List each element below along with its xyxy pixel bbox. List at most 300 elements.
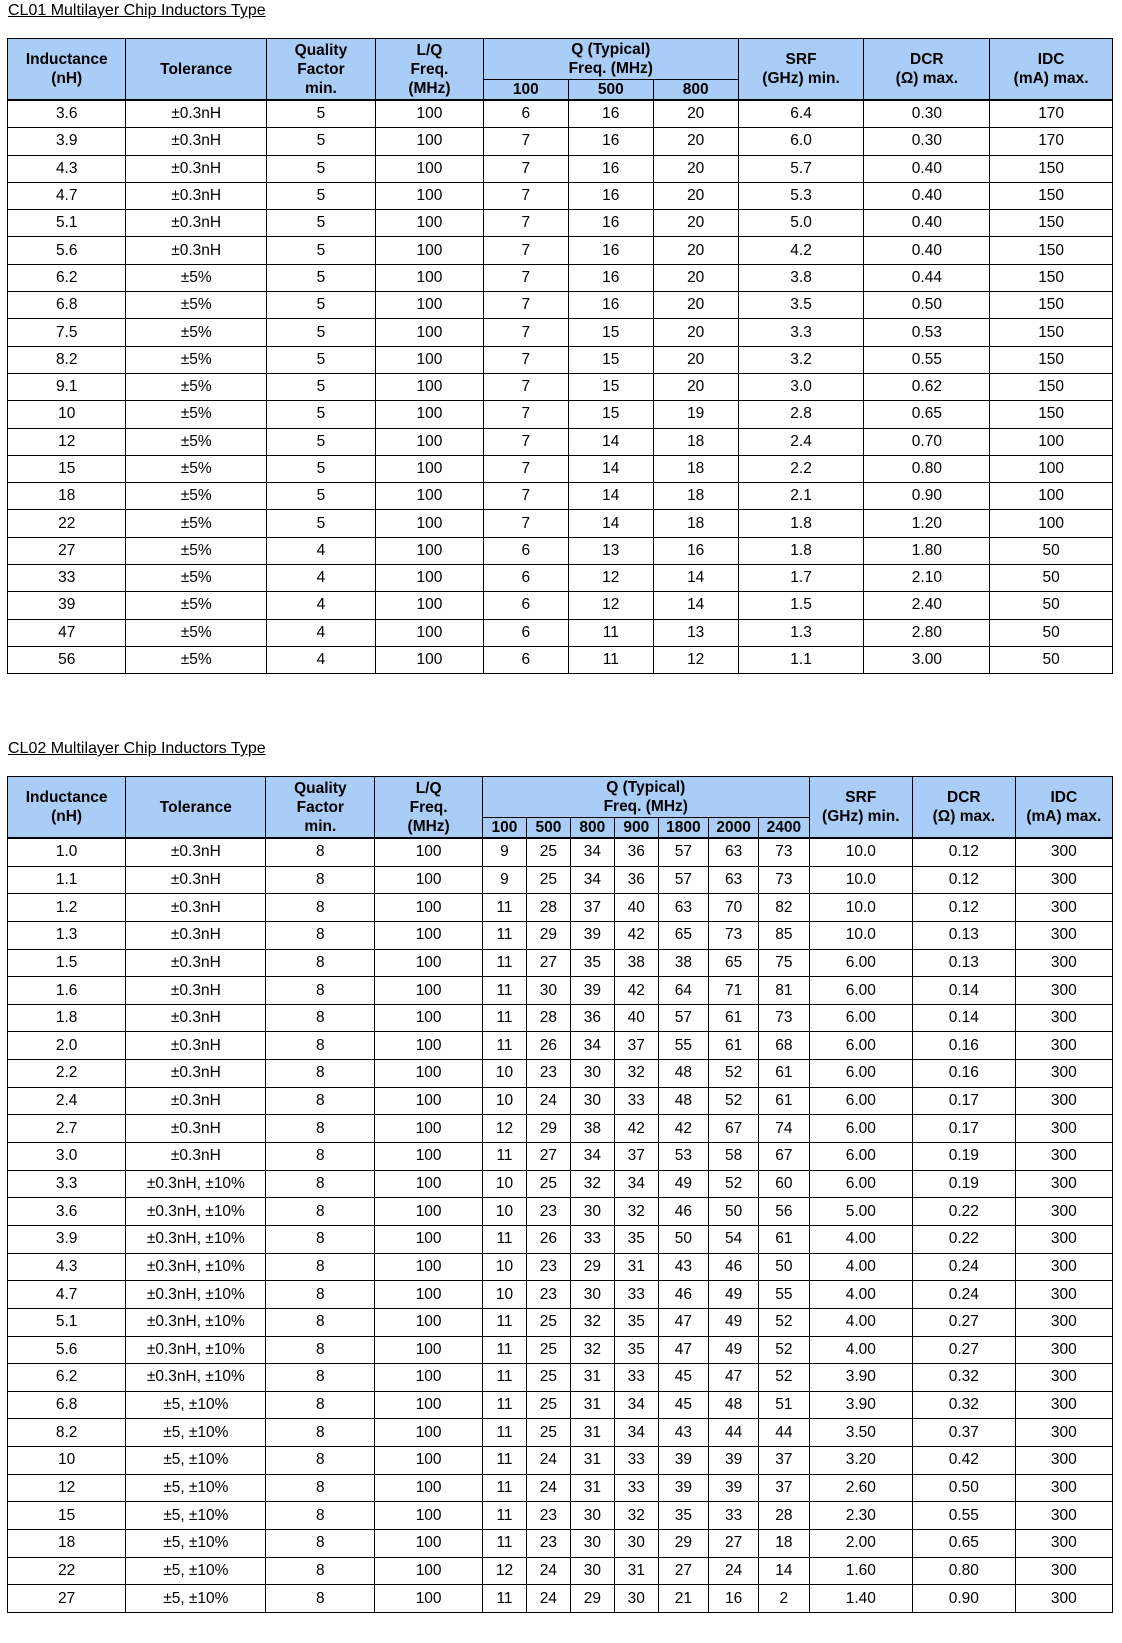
- table-cell: 2: [759, 1585, 809, 1613]
- table-cell: 10: [8, 401, 126, 428]
- table-cell: 33: [570, 1225, 614, 1253]
- table-cell: 42: [614, 977, 658, 1005]
- table-cell: 20: [653, 237, 738, 264]
- table-cell: 150: [990, 155, 1113, 182]
- table-cell: 8: [266, 1474, 375, 1502]
- table-cell: 0.19: [913, 1143, 1016, 1171]
- table-row: [8, 1364, 1113, 1392]
- table-cell: 31: [570, 1364, 614, 1392]
- table-cell: 33: [614, 1474, 658, 1502]
- table-cell: 0.62: [864, 373, 990, 400]
- table-cell: 67: [708, 1115, 758, 1143]
- table-cell: 100: [375, 1557, 483, 1585]
- table-cell: 5.1: [8, 1308, 126, 1336]
- table-cell: 300: [1015, 1530, 1112, 1558]
- table-cell: 300: [1015, 1447, 1112, 1475]
- table-cell: 7: [483, 428, 568, 455]
- table-cell: 3.20: [809, 1447, 913, 1475]
- table-cell: 100: [375, 1115, 483, 1143]
- table-row: [8, 1198, 1113, 1226]
- table-cell: 18: [653, 455, 738, 482]
- table-cell: 7: [483, 128, 568, 155]
- header-lq-freq: [375, 777, 483, 839]
- table-cell: 42: [658, 1115, 708, 1143]
- table-cell: 26: [526, 1225, 570, 1253]
- table-cell: 15: [8, 1502, 126, 1530]
- table-cell: 24: [526, 1585, 570, 1613]
- table-cell: 61: [759, 1225, 809, 1253]
- table-cell: 100: [375, 1198, 483, 1226]
- table-cell: 22: [8, 510, 126, 537]
- table-cell: 7: [483, 346, 568, 373]
- table-cell: 100: [375, 1308, 483, 1336]
- header-inductance-line1: Inductance: [25, 789, 108, 806]
- table-cell: 300: [1015, 1281, 1112, 1309]
- table-cell: 100: [990, 483, 1113, 510]
- table-cell: 6.2: [8, 1364, 126, 1392]
- table-cell: 8: [266, 1115, 375, 1143]
- table-cell: ±0.3nH, ±10%: [126, 1225, 266, 1253]
- table-cell: 6.4: [738, 100, 864, 128]
- table-cell: 30: [570, 1087, 614, 1115]
- table-cell: ±0.3nH: [126, 210, 266, 237]
- table-cell: 2.4: [8, 1087, 126, 1115]
- table-cell: 0.37: [913, 1419, 1016, 1447]
- table-cell: 34: [614, 1170, 658, 1198]
- table-cell: 47: [658, 1308, 708, 1336]
- table-cell: 0.40: [864, 182, 990, 209]
- header-srf: [809, 777, 913, 839]
- table-cell: 100: [375, 838, 483, 866]
- header-quality-factor: [266, 777, 375, 839]
- table-cell: 0.16: [913, 1032, 1016, 1060]
- table-cell: 5: [266, 483, 375, 510]
- table-cell: 6.00: [809, 1032, 913, 1060]
- table-cell: 16: [568, 237, 653, 264]
- table-cell: 0.65: [864, 401, 990, 428]
- table-cell: 50: [759, 1253, 809, 1281]
- table-cell: 27: [8, 537, 126, 564]
- table-cell: 43: [658, 1419, 708, 1447]
- header-inductance-line2: (nH): [51, 808, 83, 825]
- table-cell: 44: [708, 1419, 758, 1447]
- table-cell: 37: [614, 1143, 658, 1171]
- table-cell: 100: [375, 210, 483, 237]
- table-cell: 1.1: [738, 646, 864, 673]
- table-cell: ±0.3nH: [126, 237, 266, 264]
- table-cell: 150: [990, 373, 1113, 400]
- table-cell: ±5%: [126, 455, 266, 482]
- table-row: [8, 1253, 1113, 1281]
- table-cell: 20: [653, 128, 738, 155]
- table-cell: 30: [570, 1530, 614, 1558]
- table-cell: 100: [375, 619, 483, 646]
- table-cell: 8: [266, 1557, 375, 1585]
- table-cell: 2.60: [809, 1474, 913, 1502]
- table-cell: 81: [759, 977, 809, 1005]
- table-cell: 37: [570, 894, 614, 922]
- table-cell: ±0.3nH: [126, 1004, 266, 1032]
- table-cell: 0.16: [913, 1060, 1016, 1088]
- header-inductance-line2: (nH): [51, 70, 83, 87]
- table-cell: 27: [708, 1530, 758, 1558]
- table-cell: 16: [568, 182, 653, 209]
- table-cell: 0.27: [913, 1336, 1016, 1364]
- table-cell: 100: [375, 1336, 483, 1364]
- header-srf-line2: (GHz) min.: [762, 70, 840, 87]
- table-cell: 73: [759, 866, 809, 894]
- table-cell: 39: [658, 1447, 708, 1475]
- header-idc-line1: IDC: [1050, 789, 1078, 806]
- table-row: [8, 921, 1113, 949]
- table-cell: 11: [568, 646, 653, 673]
- table-cell: 0.90: [864, 483, 990, 510]
- table-cell: 2.4: [738, 428, 864, 455]
- table-cell: 11: [483, 1308, 527, 1336]
- table-cell: 100: [375, 100, 483, 128]
- table-cell: 61: [759, 1087, 809, 1115]
- table-cell: 39: [708, 1474, 758, 1502]
- table-cell: 4.3: [8, 1253, 126, 1281]
- table-cell: ±0.3nH: [126, 921, 266, 949]
- table-cell: 6.00: [809, 977, 913, 1005]
- table-row: [8, 977, 1113, 1005]
- table-cell: ±0.3nH: [126, 1143, 266, 1171]
- table-cell: 73: [708, 921, 758, 949]
- table-cell: 100: [375, 292, 483, 319]
- table-cell: 5.1: [8, 210, 126, 237]
- table-cell: 32: [614, 1060, 658, 1088]
- table-cell: 5: [266, 428, 375, 455]
- table-cell: 11: [483, 977, 527, 1005]
- table-cell: ±5%: [126, 592, 266, 619]
- table-cell: 100: [375, 866, 483, 894]
- table-cell: 8: [266, 866, 375, 894]
- table-cell: 5: [266, 128, 375, 155]
- table-cell: 100: [375, 1060, 483, 1088]
- table-cell: 33: [614, 1447, 658, 1475]
- table-cell: 52: [708, 1060, 758, 1088]
- table-cell: 6.00: [809, 1060, 913, 1088]
- table-cell: 150: [990, 264, 1113, 291]
- table-cell: 15: [568, 319, 653, 346]
- table-cell: 4.00: [809, 1225, 913, 1253]
- table-cell: 39: [570, 977, 614, 1005]
- table-cell: 16: [568, 264, 653, 291]
- table-cell: 6.8: [8, 292, 126, 319]
- table-cell: 100: [990, 455, 1113, 482]
- table-cell: 3.3: [8, 1170, 126, 1198]
- table-cell: ±5, ±10%: [126, 1447, 266, 1475]
- table-row: [8, 894, 1113, 922]
- table-row: [8, 1530, 1113, 1558]
- table-cell: 300: [1015, 921, 1112, 949]
- table-cell: 5.00: [809, 1198, 913, 1226]
- table-cell: 3.0: [738, 373, 864, 400]
- table-cell: ±0.3nH: [126, 155, 266, 182]
- table-cell: 23: [526, 1530, 570, 1558]
- table-cell: 14: [653, 592, 738, 619]
- table-cell: 150: [990, 210, 1113, 237]
- table-cell: 0.80: [864, 455, 990, 482]
- table-cell: 0.19: [913, 1170, 1016, 1198]
- table-cell: 33: [8, 565, 126, 592]
- header-q-typical: [483, 39, 738, 80]
- table-cell: 54: [708, 1225, 758, 1253]
- table-cell: 28: [526, 894, 570, 922]
- table-cell: 10.0: [809, 894, 913, 922]
- table-cell: 0.14: [913, 977, 1016, 1005]
- table-cell: 50: [990, 592, 1113, 619]
- table-cell: 31: [570, 1447, 614, 1475]
- table-cell: 4: [266, 592, 375, 619]
- table-cell: 5: [266, 346, 375, 373]
- table-cell: 2.2: [738, 455, 864, 482]
- table-cell: 35: [570, 949, 614, 977]
- header-idc-line2: (mA) max.: [1013, 70, 1089, 87]
- table-cell: 4.00: [809, 1253, 913, 1281]
- header-idc: [1015, 777, 1112, 839]
- table-cell: 63: [658, 894, 708, 922]
- table-cell: 15: [568, 346, 653, 373]
- table-cell: 18: [759, 1530, 809, 1558]
- table-cell: 300: [1015, 1308, 1112, 1336]
- table-cell: 24: [526, 1474, 570, 1502]
- table-cell: 100: [375, 1143, 483, 1171]
- table-cell: 30: [614, 1585, 658, 1613]
- table-cell: 5: [266, 155, 375, 182]
- table-cell: 14: [759, 1557, 809, 1585]
- table-row: [8, 1087, 1113, 1115]
- header-inductance-line1: Inductance: [25, 51, 108, 68]
- table-cell: 39: [570, 921, 614, 949]
- table-cell: 6.00: [809, 1115, 913, 1143]
- table-cell: 38: [614, 949, 658, 977]
- table-cell: 1.60: [809, 1557, 913, 1585]
- table-row: [8, 619, 1113, 646]
- table-cell: ±5, ±10%: [126, 1530, 266, 1558]
- table-cell: 3.0: [8, 1143, 126, 1171]
- table-cell: 11: [483, 1364, 527, 1392]
- table-cell: 52: [708, 1087, 758, 1115]
- table-cell: 9.1: [8, 373, 126, 400]
- table-cell: ±5, ±10%: [126, 1557, 266, 1585]
- table-cell: 150: [990, 319, 1113, 346]
- table-row: [8, 510, 1113, 537]
- table-cell: 100: [375, 977, 483, 1005]
- table-cell: ±5%: [126, 510, 266, 537]
- table-cell: 2.0: [8, 1032, 126, 1060]
- table-cell: 100: [375, 1474, 483, 1502]
- table-cell: 49: [708, 1308, 758, 1336]
- table-cell: 300: [1015, 1115, 1112, 1143]
- table-cell: 0.14: [913, 1004, 1016, 1032]
- header-dcr-line1: DCR: [910, 51, 944, 68]
- table-cell: 100: [375, 1585, 483, 1613]
- table-cell: 70: [708, 894, 758, 922]
- table-cell: 8: [266, 949, 375, 977]
- table-cell: 20: [653, 264, 738, 291]
- table-cell: ±5%: [126, 264, 266, 291]
- table-cell: 28: [526, 1004, 570, 1032]
- table-cell: ±0.3nH: [126, 894, 266, 922]
- table-cell: 300: [1015, 1198, 1112, 1226]
- table-cell: 20: [653, 346, 738, 373]
- table-cell: 300: [1015, 1364, 1112, 1392]
- table-cell: 5: [266, 182, 375, 209]
- table-cell: 75: [759, 949, 809, 977]
- table-cell: ±5%: [126, 619, 266, 646]
- table-cell: 100: [990, 510, 1113, 537]
- table-cell: 8: [266, 894, 375, 922]
- table-cell: 51: [759, 1391, 809, 1419]
- table-cell: 14: [568, 510, 653, 537]
- table-cell: 12: [568, 592, 653, 619]
- table-cell: 10: [483, 1198, 527, 1226]
- table-cell: 46: [658, 1281, 708, 1309]
- table-cell: 100: [375, 949, 483, 977]
- header-q-line2: Freq. (MHz): [568, 60, 653, 77]
- table-cell: ±0.3nH, ±10%: [126, 1308, 266, 1336]
- table-cell: 20: [653, 100, 738, 128]
- header-q-freq: 500: [568, 80, 653, 101]
- table-cell: 33: [614, 1281, 658, 1309]
- table-cell: ±0.3nH: [126, 1115, 266, 1143]
- table-cell: 4: [266, 537, 375, 564]
- table-cell: 74: [759, 1115, 809, 1143]
- table-cell: 300: [1015, 894, 1112, 922]
- table-cell: 1.3: [8, 921, 126, 949]
- table-cell: 10: [8, 1447, 126, 1475]
- table-row: [8, 155, 1113, 182]
- table-cell: 300: [1015, 1474, 1112, 1502]
- table-cell: 300: [1015, 1419, 1112, 1447]
- table-cell: 14: [568, 455, 653, 482]
- table-cell: 1.2: [8, 894, 126, 922]
- table-cell: 100: [375, 182, 483, 209]
- table-cell: 47: [8, 619, 126, 646]
- table-cell: 7: [483, 237, 568, 264]
- table-cell: 7: [483, 210, 568, 237]
- table-cell: 170: [990, 128, 1113, 155]
- table-cell: 300: [1015, 977, 1112, 1005]
- table-cell: 5: [266, 100, 375, 128]
- table-cell: 13: [568, 537, 653, 564]
- table-cell: 6.2: [8, 264, 126, 291]
- table-cell: 7: [483, 483, 568, 510]
- table-cell: 55: [759, 1281, 809, 1309]
- table-cell: 23: [526, 1198, 570, 1226]
- table-cell: ±5, ±10%: [126, 1419, 266, 1447]
- table-cell: ±0.3nH: [126, 128, 266, 155]
- header-dcr: [864, 39, 990, 101]
- table-row: [8, 1585, 1113, 1613]
- table-cell: 25: [526, 1170, 570, 1198]
- table-cell: 4.00: [809, 1308, 913, 1336]
- table-cell: 36: [614, 866, 658, 894]
- table-cell: 100: [375, 646, 483, 673]
- table-row: [8, 1557, 1113, 1585]
- table-cell: 100: [375, 401, 483, 428]
- table-cell: 32: [570, 1308, 614, 1336]
- header-lq-freq: [375, 39, 483, 101]
- table-cell: 100: [375, 1032, 483, 1060]
- table-cell: ±5%: [126, 319, 266, 346]
- table-cell: 6: [483, 565, 568, 592]
- table-cell: 12: [8, 1474, 126, 1502]
- table-cell: ±5, ±10%: [126, 1585, 266, 1613]
- header-q-line1: Q (Typical): [571, 41, 651, 58]
- header-tolerance: Tolerance: [126, 777, 266, 839]
- table-cell: 0.50: [913, 1474, 1016, 1502]
- table-cell: 34: [570, 838, 614, 866]
- table-cell: 8: [266, 1585, 375, 1613]
- header-quality-line3: min.: [304, 817, 337, 835]
- table-cell: 8: [266, 1530, 375, 1558]
- table-cell: 19: [653, 401, 738, 428]
- table-cell: 4.3: [8, 155, 126, 182]
- table-cell: 16: [568, 155, 653, 182]
- header-srf-line1: SRF: [785, 51, 817, 68]
- table-cell: 50: [990, 619, 1113, 646]
- table-cell: 8: [266, 1198, 375, 1226]
- table-cell: 29: [658, 1530, 708, 1558]
- table-cell: 3.90: [809, 1391, 913, 1419]
- table-cell: ±5%: [126, 428, 266, 455]
- table-cell: 1.1: [8, 866, 126, 894]
- table-cell: 52: [759, 1364, 809, 1392]
- header-tolerance: Tolerance: [126, 39, 266, 101]
- table-cell: 27: [658, 1557, 708, 1585]
- header-q-freq: 100: [483, 818, 527, 839]
- table-cell: 6.0: [738, 128, 864, 155]
- table-cell: 0.40: [864, 155, 990, 182]
- table-cell: 5: [266, 264, 375, 291]
- table-cell: 2.30: [809, 1502, 913, 1530]
- header-inductance: [8, 777, 126, 839]
- table-cell: 100: [375, 155, 483, 182]
- table-cell: 49: [708, 1281, 758, 1309]
- table-cell: 8: [266, 1253, 375, 1281]
- table-cell: ±0.3nH, ±10%: [126, 1281, 266, 1309]
- table-cell: 20: [653, 182, 738, 209]
- table-cell: 4: [266, 646, 375, 673]
- table-cell: 8: [266, 1364, 375, 1392]
- table-cell: 300: [1015, 1253, 1112, 1281]
- table-cell: 6: [483, 592, 568, 619]
- table-cell: 50: [990, 646, 1113, 673]
- table-cell: 20: [653, 292, 738, 319]
- table-row: [8, 646, 1113, 673]
- table-row: [8, 1391, 1113, 1419]
- table-cell: 100: [375, 1253, 483, 1281]
- table-cell: 40: [614, 1004, 658, 1032]
- table-cell: 8: [266, 1308, 375, 1336]
- table-cell: 33: [708, 1502, 758, 1530]
- table-cell: 11: [483, 1143, 527, 1171]
- table-cell: 0.22: [913, 1225, 1016, 1253]
- table-cell: 8: [266, 921, 375, 949]
- header-quality-factor: [266, 39, 375, 101]
- table-cell: 25: [526, 1308, 570, 1336]
- table-row: [8, 292, 1113, 319]
- table-cell: ±0.3nH, ±10%: [126, 1253, 266, 1281]
- table-cell: 5.6: [8, 1336, 126, 1364]
- table-cell: 100: [375, 894, 483, 922]
- header-lq-line1: L/Q: [415, 779, 442, 797]
- table-cell: 6.00: [809, 1004, 913, 1032]
- table-cell: 1.8: [738, 537, 864, 564]
